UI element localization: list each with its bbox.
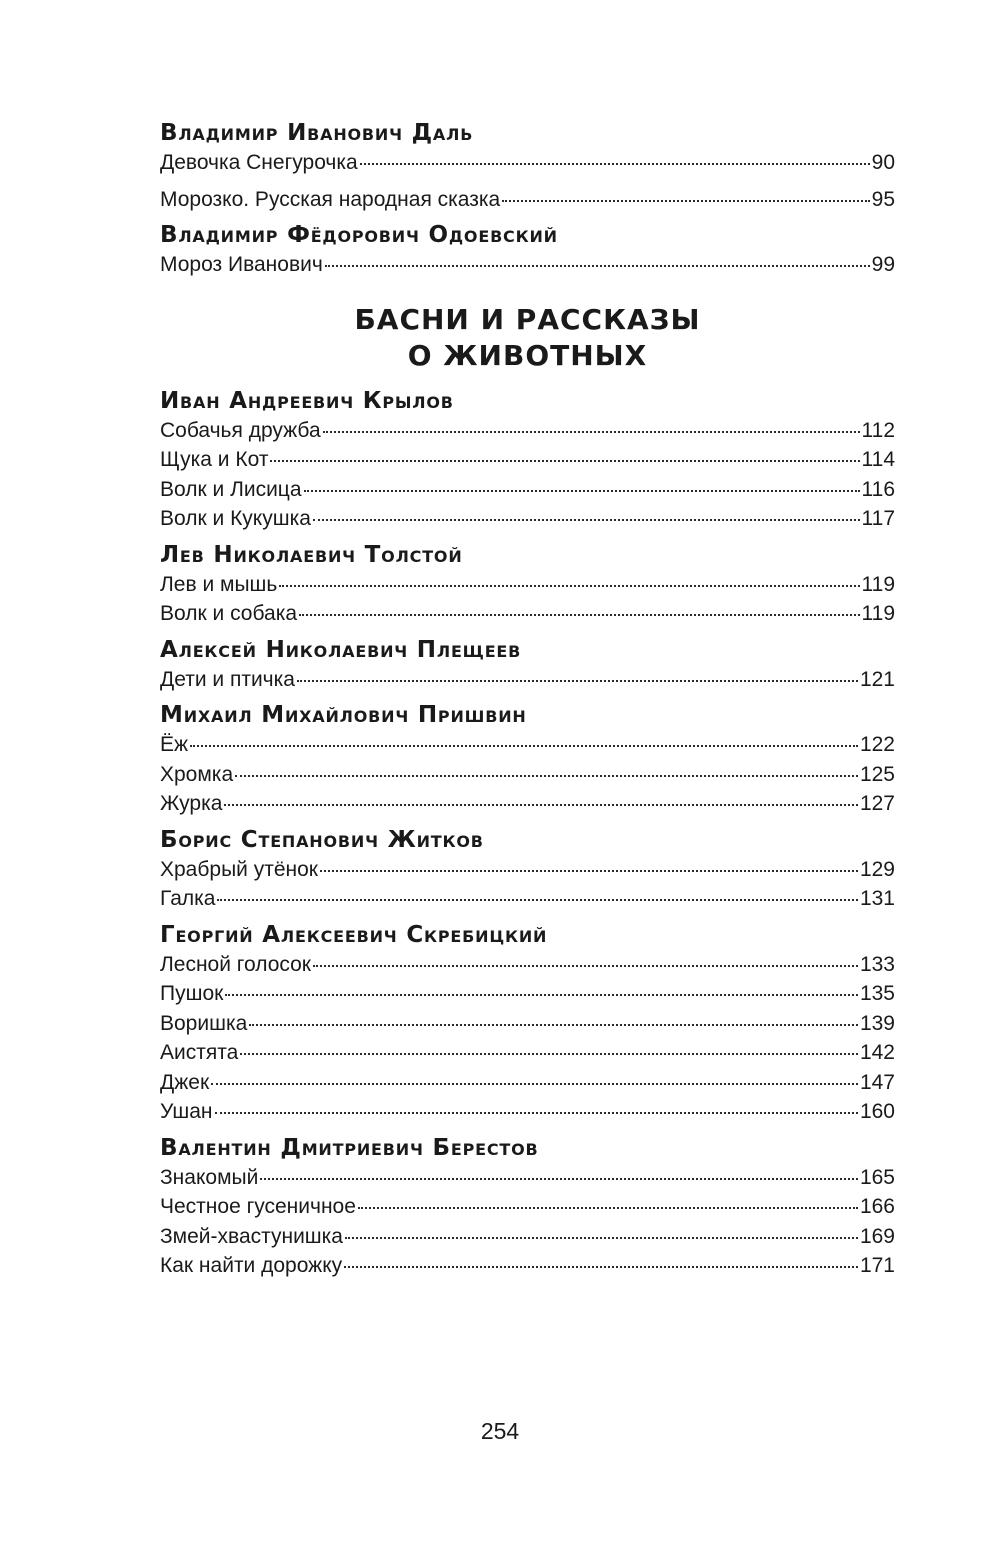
entry-title: Волк и Лисица xyxy=(160,477,302,501)
entry-title: Воришка xyxy=(160,1011,248,1035)
toc-entry[interactable] xyxy=(160,445,895,475)
toc-entry[interactable] xyxy=(160,504,895,534)
table-of-contents xyxy=(160,118,895,1281)
dot-leader xyxy=(215,1112,858,1114)
entry-title: Змей-хвастунишка xyxy=(160,1224,343,1248)
dot-leader xyxy=(360,163,870,165)
dot-leader xyxy=(211,1083,858,1085)
toc-entry[interactable] xyxy=(160,855,895,885)
entry-title: Ёж xyxy=(160,733,189,756)
entry-page: 95 xyxy=(871,187,895,211)
dot-leader xyxy=(235,775,858,777)
entry-title: Пушок xyxy=(160,982,224,1005)
entry-title: Честное гусеничное xyxy=(160,1195,356,1218)
entry-title: Знакомый xyxy=(160,1165,259,1189)
dot-leader xyxy=(224,804,858,806)
dot-leader xyxy=(299,614,859,616)
toc-entry[interactable] xyxy=(160,1068,895,1098)
section-title-line-1: БАСНИ И РАССКАЗЫ xyxy=(354,302,701,336)
dot-leader xyxy=(249,1024,858,1026)
toc-entry[interactable] xyxy=(160,730,895,760)
author-name: Владимир Иванович Даль xyxy=(160,120,474,146)
entry-page: 142 xyxy=(859,1041,895,1064)
entry-page: 169 xyxy=(859,1224,895,1248)
entry-title: Джек xyxy=(160,1070,210,1094)
entry-title: Волк и собака xyxy=(160,602,298,625)
dot-leader xyxy=(325,265,870,267)
entry-page: 133 xyxy=(859,952,895,976)
entry-page: 160 xyxy=(859,1100,895,1123)
entry-page: 135 xyxy=(859,982,895,1005)
author-group xyxy=(160,540,895,629)
toc-entry[interactable] xyxy=(160,950,895,980)
dot-leader xyxy=(240,1053,858,1055)
dot-leader xyxy=(217,899,858,901)
author-group xyxy=(160,386,895,534)
entry-title: Волк и Кукушка xyxy=(160,507,311,530)
entry-title: Мороз Иванович xyxy=(160,253,323,276)
toc-entry[interactable] xyxy=(160,665,895,695)
author-name: Михаил Михайлович Пришвин xyxy=(160,702,527,728)
dot-leader xyxy=(502,200,869,202)
dot-leader xyxy=(320,870,858,872)
entry-title: Щука и Кот xyxy=(160,448,269,471)
toc-entry[interactable] xyxy=(160,416,895,446)
entry-page: 139 xyxy=(859,1011,895,1035)
dot-leader xyxy=(270,460,859,462)
toc-entry[interactable] xyxy=(160,979,895,1009)
entry-page: 147 xyxy=(859,1070,895,1094)
entry-title: Журка xyxy=(160,792,223,815)
toc-entry[interactable] xyxy=(160,1009,895,1039)
entry-page: 129 xyxy=(859,857,895,881)
entry-page: 127 xyxy=(859,792,895,815)
entry-title: Галка xyxy=(160,887,216,910)
dot-leader xyxy=(313,965,858,967)
entry-page: 116 xyxy=(861,477,895,501)
entry-page: 121 xyxy=(859,667,895,691)
entry-page: 166 xyxy=(859,1195,895,1218)
author-group xyxy=(160,1133,895,1281)
entry-title: Девочка Снегурочка xyxy=(160,151,358,174)
toc-entry[interactable] xyxy=(160,760,895,790)
entry-page: 125 xyxy=(859,762,895,786)
dot-leader xyxy=(323,431,860,433)
entry-page: 99 xyxy=(871,253,895,276)
toc-entry[interactable] xyxy=(160,570,895,600)
dot-leader xyxy=(345,1237,858,1239)
entry-title: Морозко. Русская народная сказка xyxy=(160,187,501,211)
dot-leader xyxy=(279,585,859,587)
toc-entry[interactable] xyxy=(160,250,895,280)
author-name: Валентин Дмитриевич Берестов xyxy=(160,1134,539,1161)
toc-entry[interactable] xyxy=(160,1038,895,1068)
entry-page: 131 xyxy=(859,887,895,910)
entry-page: 119 xyxy=(861,602,895,625)
toc-entry[interactable] xyxy=(160,789,895,819)
dot-leader xyxy=(304,490,860,492)
dot-leader xyxy=(358,1207,858,1209)
section-author-groups xyxy=(160,386,895,1281)
toc-entry[interactable] xyxy=(160,884,895,914)
entry-page: 165 xyxy=(859,1165,895,1189)
author-group xyxy=(160,635,895,695)
entry-page: 122 xyxy=(859,733,895,756)
dot-leader xyxy=(260,1178,858,1180)
author-group xyxy=(160,220,895,280)
dot-leader xyxy=(225,994,858,996)
entry-title: Лев и мышь xyxy=(160,572,278,596)
entry-title: Собачья дружба xyxy=(160,418,321,442)
toc-entry[interactable] xyxy=(160,1222,895,1252)
entry-title: Лесной голосок xyxy=(160,952,311,976)
entry-page: 117 xyxy=(861,507,895,530)
dot-leader xyxy=(190,745,858,747)
entry-title: Хромка xyxy=(160,762,234,786)
entry-page: 112 xyxy=(861,418,895,442)
dot-leader xyxy=(344,1266,858,1268)
toc-entry[interactable] xyxy=(160,1251,895,1281)
toc-entry[interactable] xyxy=(160,185,895,215)
entry-title: Аистята xyxy=(160,1041,239,1064)
toc-entry[interactable] xyxy=(160,475,895,505)
entry-title: Храбрый утёнок xyxy=(160,857,318,881)
toc-entry[interactable] xyxy=(160,148,895,178)
entry-title: Как найти дорожку xyxy=(160,1254,343,1277)
toc-entry[interactable] xyxy=(160,599,895,629)
entry-page: 171 xyxy=(859,1254,895,1277)
dot-leader xyxy=(313,519,860,521)
page-number: 254 xyxy=(480,1418,520,1444)
toc-entry[interactable] xyxy=(160,1192,895,1222)
entry-page: 119 xyxy=(861,572,895,596)
entry-page: 114 xyxy=(861,448,895,471)
toc-entry[interactable] xyxy=(160,1097,895,1127)
entry-title: Ушан xyxy=(160,1100,213,1123)
entry-title: Дети и птичка xyxy=(160,667,295,691)
author-name: Лев Николаевич Толстой xyxy=(160,541,463,568)
top-author-groups xyxy=(160,118,895,280)
author-group xyxy=(160,118,895,214)
section-title xyxy=(160,302,895,374)
author-group xyxy=(160,700,895,819)
author-group xyxy=(160,920,895,1127)
author-name: Георгий Алексеевич Скребицкий xyxy=(160,921,548,948)
author-name: Алексей Николаевич Плещеев xyxy=(160,636,522,663)
toc-entry[interactable] xyxy=(160,1163,895,1193)
author-name: Владимир Фёдорович Одоевский xyxy=(160,222,558,248)
section-title-line-2: О ЖИВОТНЫХ xyxy=(407,338,648,372)
author-group xyxy=(160,825,895,914)
dot-leader xyxy=(297,680,858,682)
author-name: Борис Степанович Житков xyxy=(160,826,484,853)
entry-page: 90 xyxy=(871,151,895,174)
author-name: Иван Андреевич Крылов xyxy=(160,387,454,414)
